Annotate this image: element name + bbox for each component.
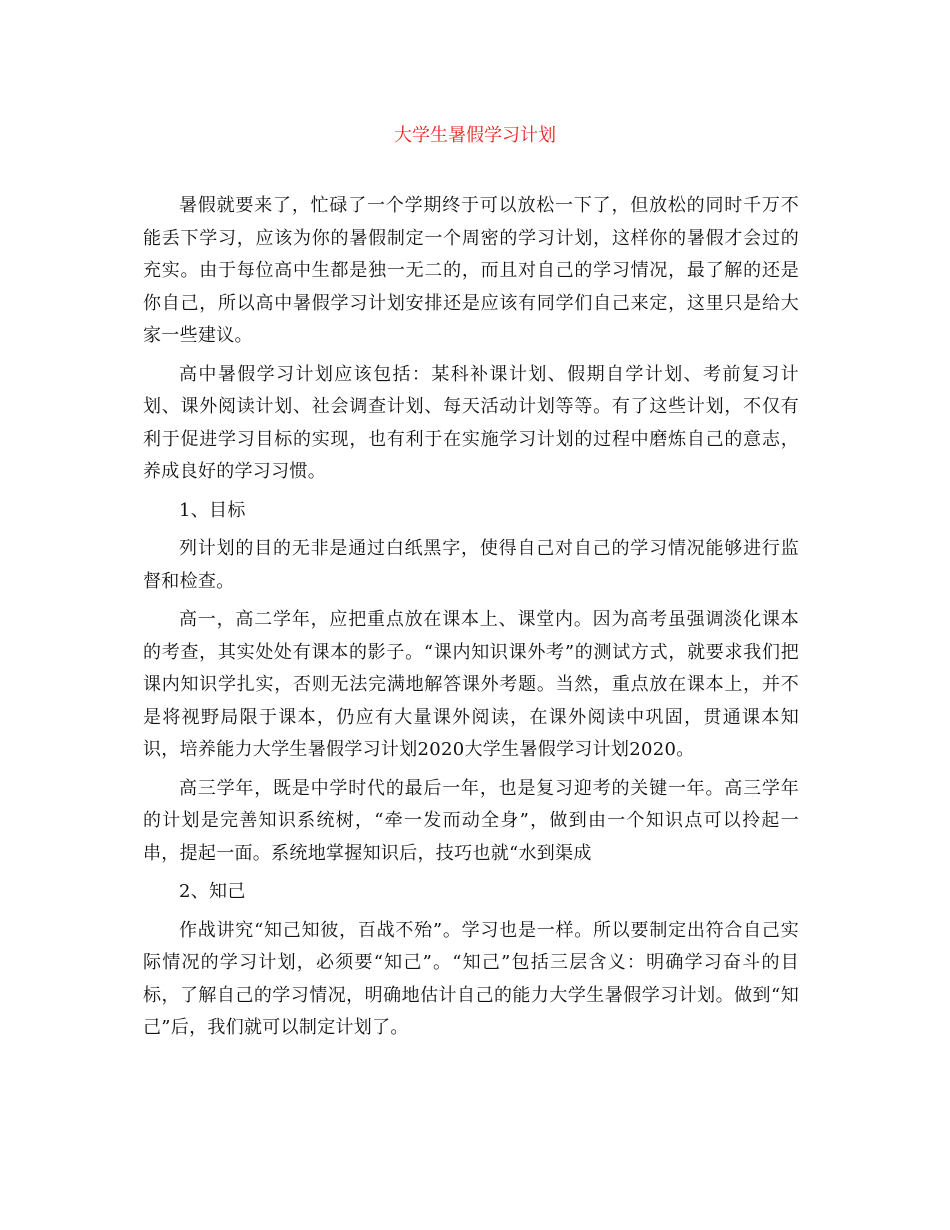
paragraph-plan-contents: 高中暑假学习计划应该包括：某科补课计划、假期自学计划、考前复习计划、课外阅读计划、社会调查计划、每天活动计划等等。有了这些计划，不仅有利于促进学习目标的实现，也有利于在实施学习计划的过程中磨炼自己的意志，养成良好的学习习惯。 [143,363,799,482]
paragraph-grade-one-two: 高一，高二学年，应把重点放在课本上、课堂内。因为高考虽强调淡化课本的考查，其实处处有课本的影子。“课内知识课外考”的测试方式，就要求我们把课内知识学扎实，否则无法完满地解答课外考题。当然，重点放在课本上，并不是将视野局限于课本，仍应有大量课外阅读，在课外阅读中巩固，贯通课本知识，培养能力大学生暑假学习计划2020大学生暑假学习计划2020。 [143,609,799,760]
paragraph-grade-three: 高三学年，既是中学时代的最后一年，也是复习迎考的关键一年。高三学年的计划是完善知识系统树，“牵一发而动全身”，做到由一个知识点可以拎起一串，提起一面。系统地掌握知识后，技巧也就“水到渠成 [143,777,799,864]
section-heading-goal: 1、目标 [179,499,246,521]
paragraph-goal-purpose: 列计划的目的无非是通过白纸黑字，使得自己对自己的学习情况能够进行监督和检查。 [143,538,799,592]
section-heading-know-yourself: 2、知己 [179,881,246,902]
paragraph-know-yourself: 作战讲究“知己知彼，百战不殆”。学习也是一样。所以要制定出符合自己实际情况的学习计划，必须要“知己”。“知己”包括三层含义：明确学习奋斗的目标，了解自己的学习情况，明确地估计自己的能力大学生暑假学习计划。做到“知己”后，我们就可以制定计划了。 [143,919,799,1038]
document-body [143,190,799,1051]
document-title: 大学生暑假学习计划 [394,125,556,146]
paragraph-intro: 暑假就要来了，忙碌了一个学期终于可以放松一下了，但放松的同时千万不能丢下学习，应该为你的暑假制定一个周密的学习计划，这样你的暑假才会过的充实。由于每位高中生都是独一无二的，而且对自己的学习情况，最了解的还是你自己，所以高中暑假学习计划安排还是应该有同学们自己来定，这里只是给大家一些建议。 [143,195,799,346]
